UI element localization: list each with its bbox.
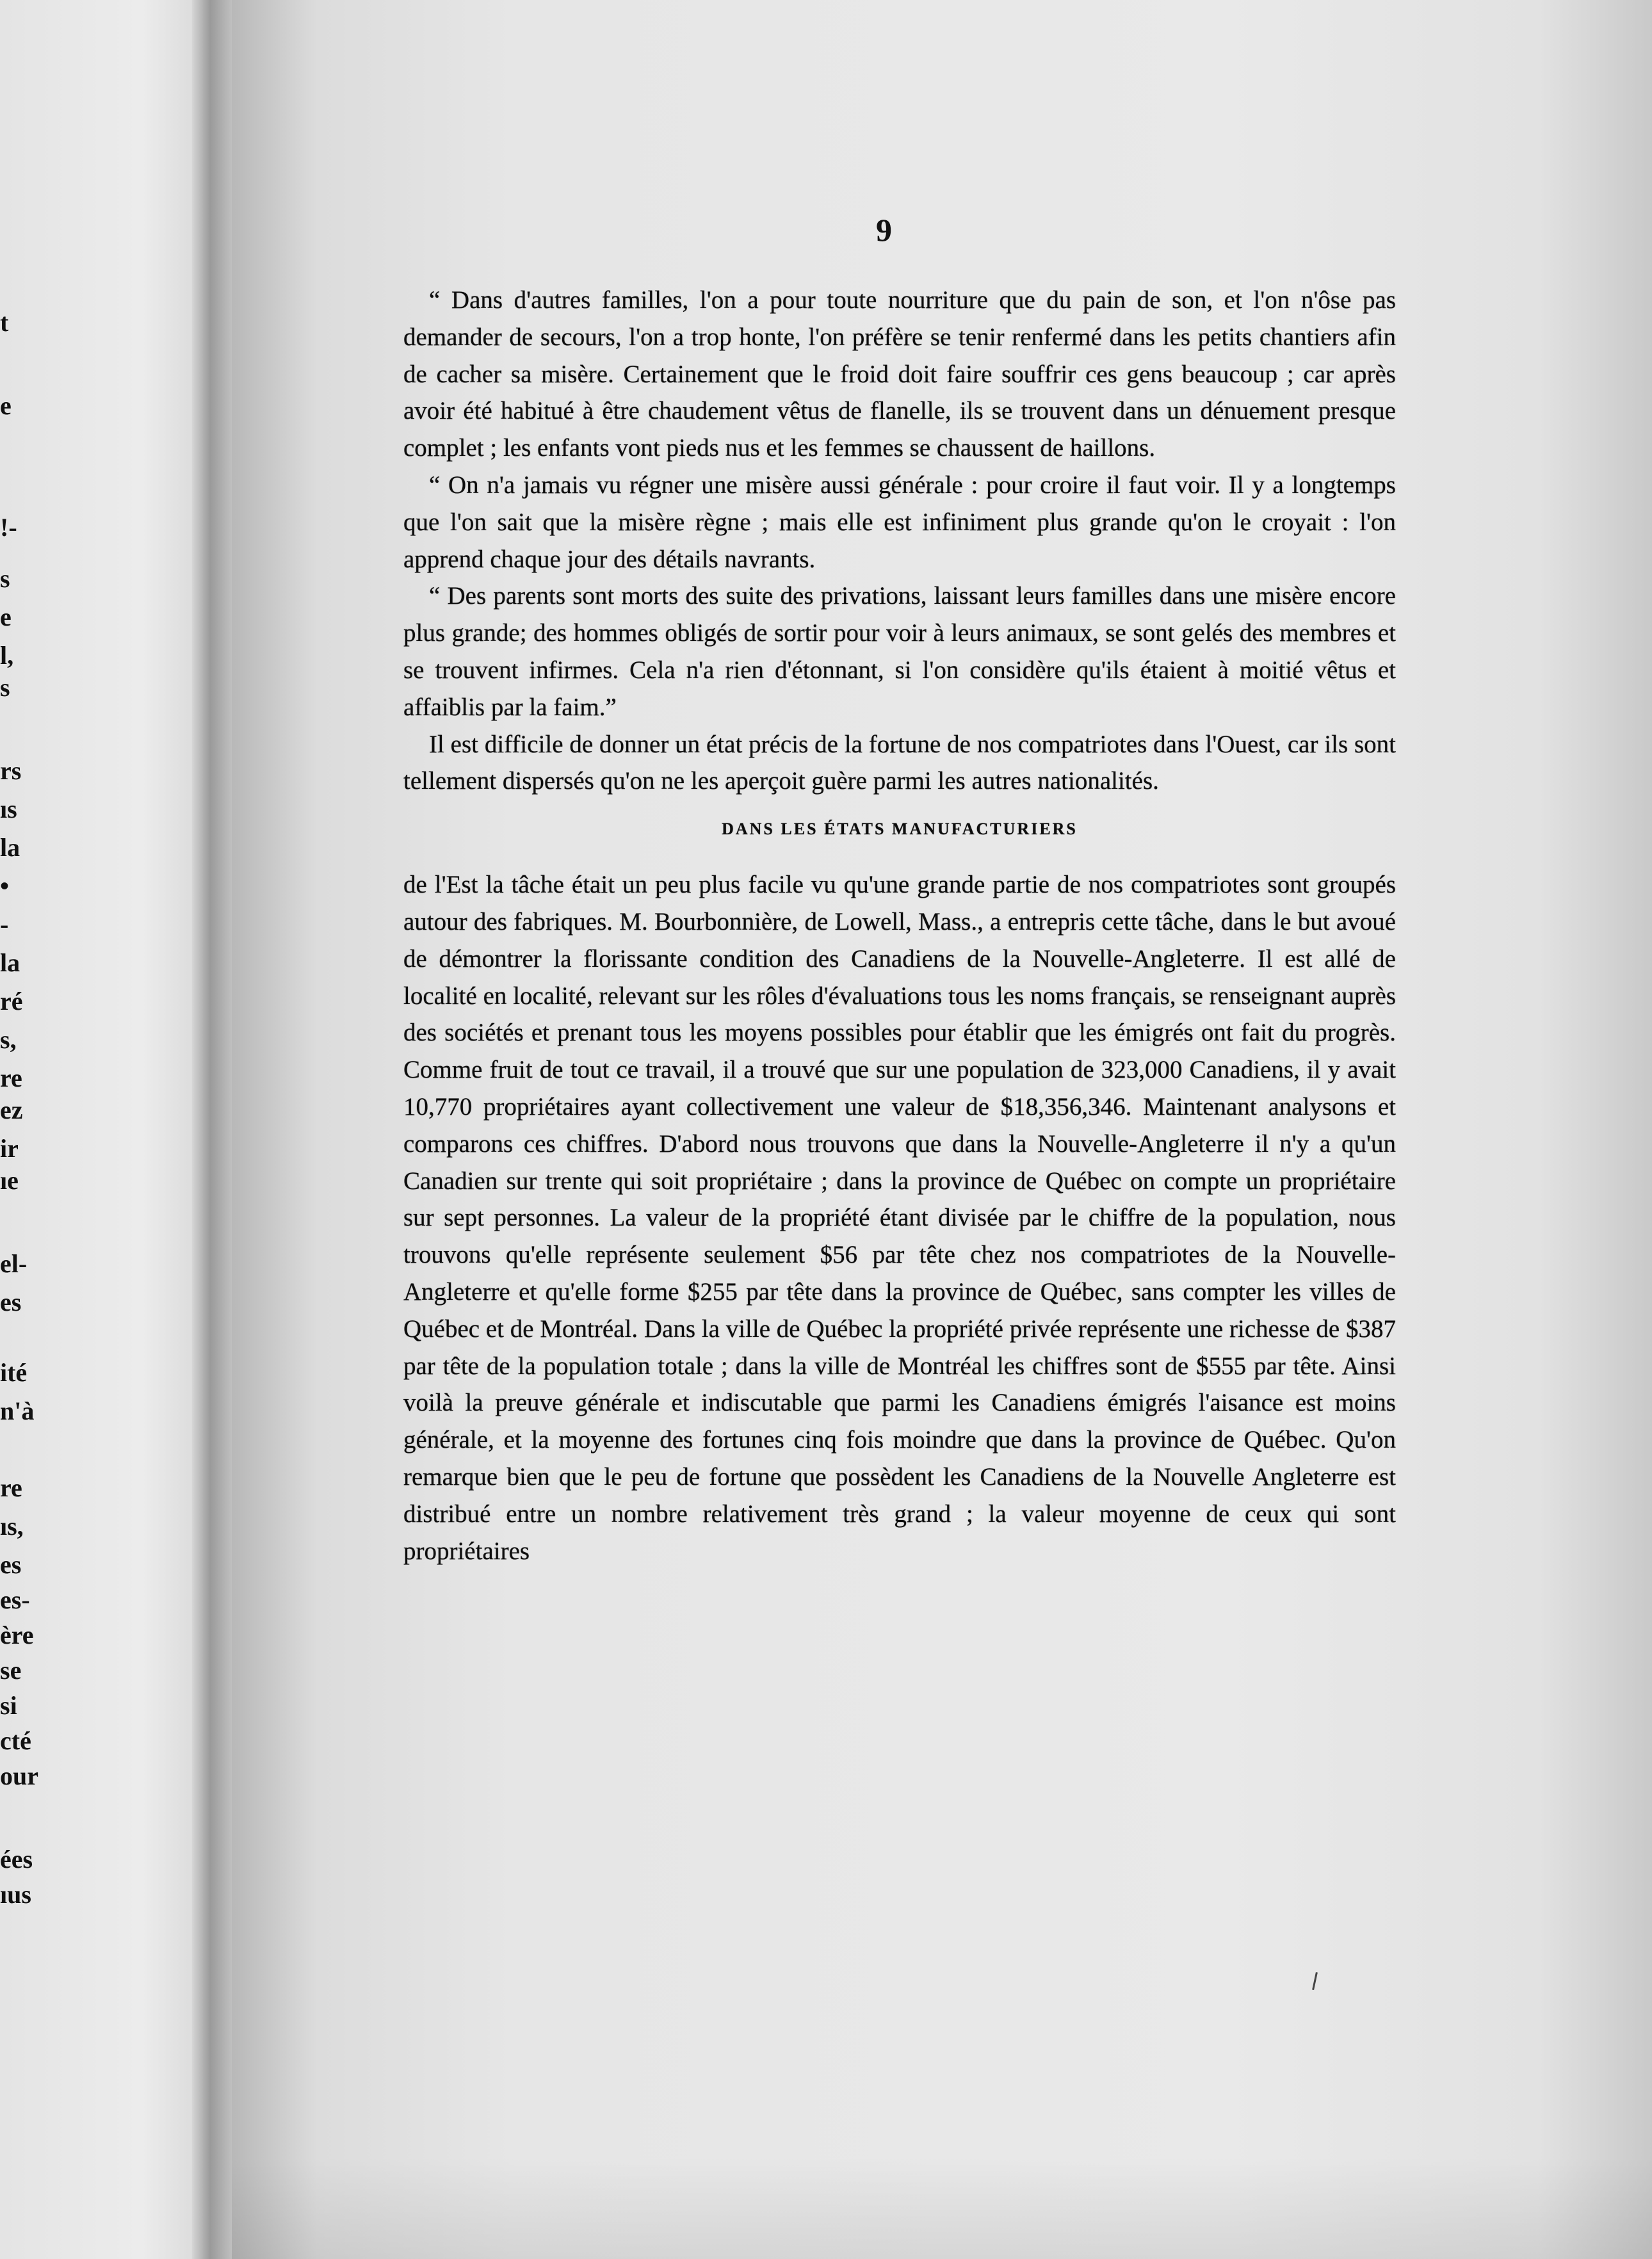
left-page-fragment: l, [0, 641, 14, 670]
left-page-fragment: la [0, 833, 20, 862]
left-page-fragment: e [0, 603, 12, 631]
left-page-fragment: la [0, 948, 20, 977]
left-page-fragment: ıs [0, 795, 17, 823]
section-heading: DANS LES ÉTATS MANUFACTURIERS [722, 820, 1078, 839]
left-page-fragment: - [0, 910, 9, 939]
paragraph-5: de l'Est la tâche était un peu plus facile vu qu'une grande partie de nos compatriotes sont groupés autour des fabriques. M. Bourbonnière, de Lowell, Mass., a entrepris cette tâche, dans le but avoué de démontrer la florissante condition des Canadiens de la Nouvelle-Angleterre. Il est allé de localité en localité, relevant sur les rôles d'évaluations tous les noms français, se renseignant auprès des sociétés et prenant tous les moyens possibles pour établir que les émigrés ont fait du progrès. Comme fruit de tout ce travail, il a trouvé que sur une population de 323,000 Canadiens, il y avait 10,770 propriétaires ayant collectivement une valeur de $18,356,346. Maintenant analysons et comparons ces chiffres. D'abord nous trouvons que dans la Nouvelle-Angleterre il n'y a qu'un Canadien sur trente qui soit propriétaire ; dans la province de Québec on compte un propriétaire sur sept personnes. La valeur de la propriété étant divisée par le chiffre de la population, nous trouvons qu'elle représente seulement $56 par tête chez nos compatriotes de la Nouvelle-Angleterre et qu'elle forme $255 par tête dans la province de Québec, sans compter les villes de Québec et de Montréal. Dans la ville de Québec la propriété privée représente une richesse de $387 par tête de la population totale ; dans la ville de Montréal les chiffres sont de $555 par tête. Ainsi voilà la preuve générale et indiscutable que parmi les Canadiens émigrés l'aisance est moins générale, et la moyenne des fortunes cinq fois moindre que dans la province de Québec. Qu'on remarque bien que le peu de fortune que possèdent les Canadiens de la Nouvelle Angleterre est distribué entre un nombre relativement très grand ; la valeur moyenne de ceux qui sont propriétaires [403, 871, 1396, 1565]
left-page-fragment: se [0, 1656, 22, 1685]
left-page-fragment: es- [0, 1585, 30, 1614]
page-body [403, 282, 1396, 1569]
paragraph-2: “ On n'a jamais vu régner une misère aussi générale : pour croire il faut voir. Il y a longtemps que l'on sait que la misère règne ; mais elle est infiniment plus grande qu'on le croyait : l'on apprend chaque jour des détails navrants. [403, 471, 1396, 573]
left-page-fragment: si [0, 1691, 17, 1720]
left-page-fragment: ir [0, 1134, 19, 1163]
left-page-fragment: e [0, 391, 12, 420]
left-page-fragment: el- [0, 1249, 28, 1278]
left-page-fragment: our [0, 1761, 38, 1790]
paragraph-1: “ Dans d'autres familles, l'on a pour toute nourriture que du pain de son, et l'on n'ôse pas demander de secours, l'on a trop honte, l'on préfère se tenir renfermé dans les petits chantiers afin de cacher sa misère. Certainement que le froid doit faire souffrir ces gens beaucoup ; car après avoir été habitué à être chaudement vêtus de flanelle, ils se trouvent dans un dénuement presque complet ; les enfants vont pieds nus et les femmes se chaussent de haillons. [403, 286, 1396, 462]
left-page-fragment: ité [0, 1358, 28, 1387]
left-page-fragment: re [0, 1064, 22, 1092]
left-page-fragment: cté [0, 1726, 31, 1755]
paragraph-3: “ Des parents sont morts des suite des privations, laissant leurs familles dans une misère encore plus grande; des hommes obligés de sortir pour voir à leurs animaux, se sont gelés des membres et se trouvent infirmes. Cela n'a rien d'étonnant, si l'on considère qu'ils étaient à moitié vêtus et affaiblis par la faim.” [403, 582, 1396, 721]
left-page-fragment: ère [0, 1621, 34, 1649]
left-page-fragment: s, [0, 1025, 17, 1054]
left-page-fragment: t [0, 308, 9, 337]
left-page-fragment: ıs, [0, 1512, 24, 1541]
left-page-fragment: • [0, 871, 10, 900]
book-gutter [192, 0, 237, 2259]
left-page-fragment: ez [0, 1096, 23, 1124]
left-page-fragment: re [0, 1473, 22, 1502]
left-page-fragment: ré [0, 987, 23, 1016]
left-page-fragment: n'à [0, 1397, 35, 1425]
left-page-fragment: ıus [0, 1880, 31, 1909]
left-page-fragment: ées [0, 1845, 33, 1874]
left-page-fragment: ıe [0, 1166, 19, 1195]
page-shadow [232, 2157, 1652, 2259]
left-page-fragment: rs [0, 756, 22, 785]
left-page-fragment: es [0, 1288, 22, 1316]
paragraph-4: Il est difficile de donner un état précis de la fortune de nos compatriotes dans l'Ouest, car ils sont tellement dispersés qu'on ne les aperçoit guère parmi les autres nationalités. [403, 730, 1396, 795]
left-page-fragment: es [0, 1550, 22, 1579]
left-page-fragment: s [0, 564, 10, 593]
page-number: 9 [876, 212, 892, 248]
left-page-fragment: !- [0, 513, 17, 542]
left-page-fragment: s [0, 673, 10, 702]
